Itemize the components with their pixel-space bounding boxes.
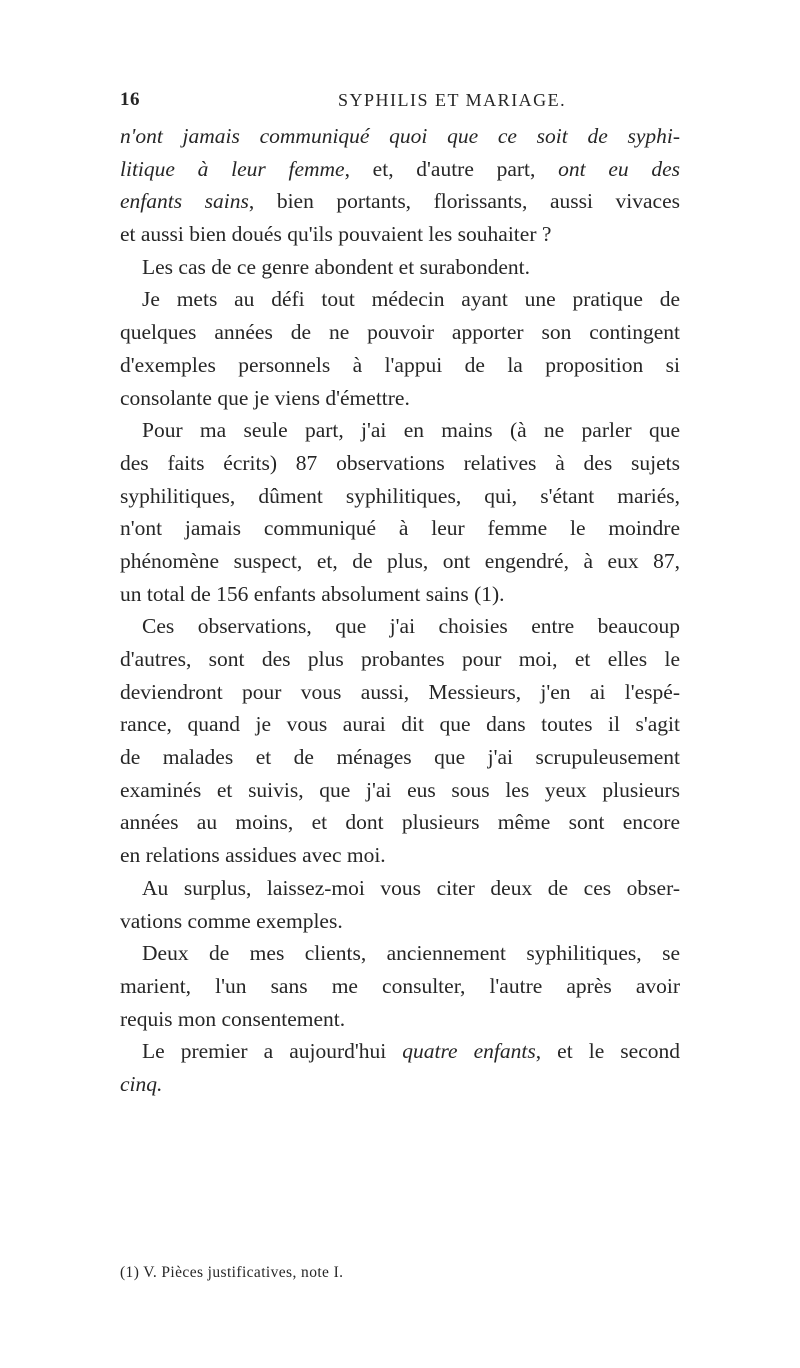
text-line: quelques années de ne pouvoir apporter son contingent <box>120 320 680 345</box>
text-span: , bien portants, florissants, aussi vivaces <box>248 189 680 214</box>
italic-text: enfants sains <box>120 189 249 214</box>
text-line: phénomène suspect, et, de plus, ont engendré, à eux 87, <box>120 548 680 573</box>
text-line <box>120 185 680 218</box>
text-line <box>120 153 680 186</box>
text-line: requis mon consentement. <box>120 1006 346 1031</box>
text-line <box>120 1068 680 1101</box>
italic-text: litique à leur femme <box>120 156 345 181</box>
text-line: Pour ma seule part, j'ai en mains (à ne parler que <box>142 418 680 443</box>
text-line: rance, quand je vous aurai dit que dans toutes il s'agit <box>120 712 680 737</box>
paragraph <box>120 872 680 937</box>
text-line: examinés et suivis, que j'ai eus sous les yeux plusieurs <box>120 777 680 802</box>
text-line: consolante que je viens d'émettre. <box>120 385 410 410</box>
text-line: Deux de mes clients, anciennement syphilitiques, se <box>142 941 680 966</box>
italic-text: cinq. <box>120 1071 163 1096</box>
text-line: deviendront pour vous aussi, Messieurs, j'en ai l'espé- <box>120 679 680 704</box>
footnote: (1) V. Pièces justificatives, note I. <box>120 1264 344 1281</box>
text-line: Les cas de ce genre abondent et surabondent. <box>142 254 531 279</box>
text-line: d'autres, sont des plus probantes pour moi, et elles le <box>120 647 680 671</box>
text-span: , et, d'autre part, <box>344 156 559 181</box>
text-span: , et le second <box>535 1039 680 1064</box>
paragraph <box>120 251 680 284</box>
text-line <box>120 120 680 153</box>
paragraph <box>120 937 680 1035</box>
running-title: SYPHILIS ET MARIAGE. <box>338 90 567 110</box>
text-line: années au moins, et dont plusieurs même sont encore <box>120 810 680 835</box>
italic-text: n'ont jamais communiqué quoi que ce soit de syphi- <box>120 124 680 148</box>
page-number: 16 <box>120 89 140 110</box>
text-line: un total de 156 enfants absolument sains (1). <box>120 581 505 606</box>
text-line: syphilitiques, dûment syphilitiques, qui, s'étant mariés, <box>120 483 680 508</box>
text-line: en relations assidues avec moi. <box>120 843 386 868</box>
text-line: d'exemples personnels à l'appui de la proposition si <box>120 352 680 377</box>
text-line: vations comme exemples. <box>120 908 343 933</box>
text-line: et aussi bien doués qu'ils pouvaient les souhaiter ? <box>120 222 552 247</box>
text-line <box>120 1035 680 1068</box>
text-line: Je mets au défi tout médecin ayant une pratique de <box>142 287 680 312</box>
text-line: des faits écrits) 87 observations relatives à des sujets <box>120 450 680 475</box>
text-span: Le premier a aujourd'hui <box>142 1039 403 1064</box>
paragraph <box>120 1035 680 1100</box>
body-text <box>120 120 680 1101</box>
paragraph <box>120 414 680 610</box>
text-line: n'ont jamais communiqué à leur femme le moindre <box>120 516 680 541</box>
text-line: marient, l'un sans me consulter, l'autre après avoir <box>120 973 680 998</box>
paragraph <box>120 120 680 251</box>
text-line: de malades et de ménages que j'ai scrupuleusement <box>120 745 680 770</box>
italic-text: quatre enfants <box>402 1039 536 1064</box>
italic-text: ont eu des <box>558 156 680 181</box>
page-header <box>120 89 680 113</box>
paragraph <box>120 610 680 872</box>
text-line: Au surplus, laissez-moi vous citer deux de ces obser- <box>142 875 680 900</box>
paragraph <box>120 283 680 414</box>
text-line: Ces observations, que j'ai choisies entre beaucoup <box>142 614 680 639</box>
